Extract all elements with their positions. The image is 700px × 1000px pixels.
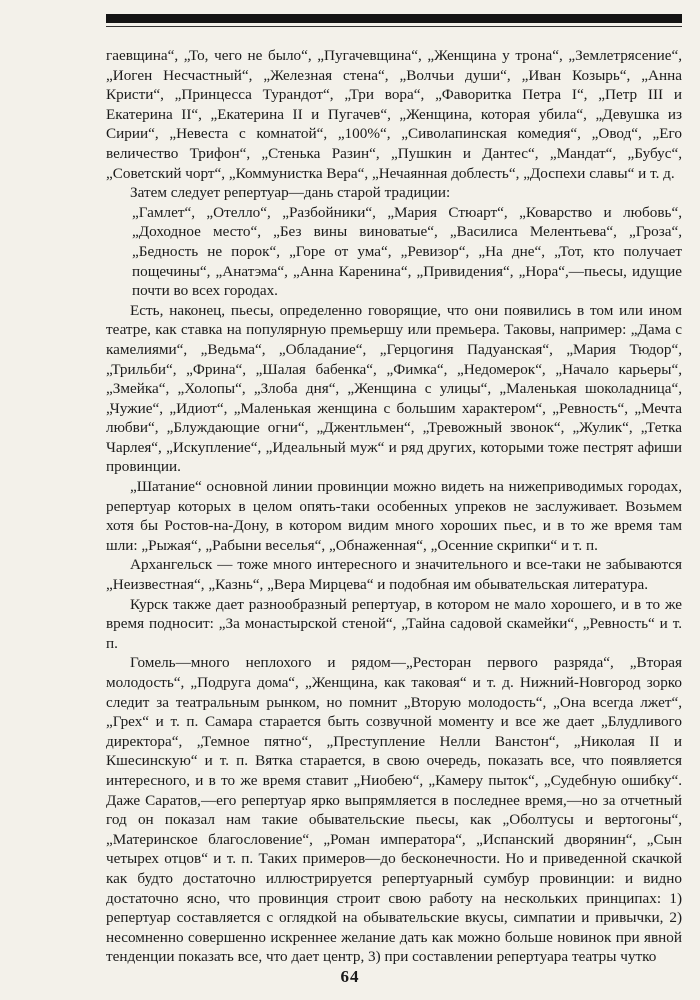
top-rule bbox=[106, 14, 682, 23]
paragraph-gomel-and-others: Гомель—много неплохого и рядом—„Ресторан первого разряда“, „Вторая молодость“, „Подруга дома“, „Женщина, как таковая“ и т. д. Нижний-Новгород зорко следит за театральным рынком, но помнит „Вторую молодость“, „Она всегда лжет“, „Грех“ и т. п. Самара старается быть созвучной моменту и все же дает „Блудливого директора“, „Темное пятно“, „Преступление Нелли Ванстон“, „Николая II и Кшесинскую“ и т. п. Вятка старается, в свою очередь, показать все, что появляется интересного, и в то же время ставит „Ниобею“, „Камеру пыток“, „Судебную ошибку“. Даже Саратов,—его репертуар ярко выпрямляется в последнее время,—но за отчетный год он показал нам такие обывательские пьесы, как „Оболтусы и вертогоны“, „Материнское благословение“, „Роман императора“, „Испанский дворянин“, „Сын четырех отцов“ и т. п. Таких примеров—до бесконечности. Но и приведенной скачкой как будто достаточно иллюстрируется репертуарный сумбур провинции: и видно достаточно ясно, что провинция строит свою работу на нескольких принципах: 1) репертуар составляется с оглядкой на обывательские вкусы, симпатии и привычки, 2) несомненно совершенно искреннее желание дать как можно больше новинок при явной тенденции показать все, что дает центр, 3) при составлении репертуара театры чутко bbox=[106, 654, 682, 966]
paragraph-repertoire-tradition: Затем следует репертуар—дань старой традиции: bbox=[130, 184, 451, 202]
paragraph-arkhangelsk: Архангельск — тоже много интересного и значительного и все-таки не забываются „Неизвестная“, „Казнь“, „Вера Мирцева“ и подобная им обывательская литература. bbox=[106, 556, 682, 594]
paragraph-star-plays: Есть, наконец, пьесы, определенно говорящие, что они появились в том или ином театре, как ставка на популярную премьершу или премьера. Таковы, например: „Дама с камелиями“, „Ведьма“, „Обладание“, „Герцогиня Падуанская“, „Мария Тюдор“, „Трильби“, „Фрина“, „Шалая бабенка“, „Фимка“, „Недомерок“, „Начало карьеры“, „Змейка“, „Холопы“, „Злоба дня“, „Женщина с улицы“, „Маленькая шоколадница“, „Чужие“, „Идиот“, „Маленькая женщина с большим характером“, „Ревность“, „Мечта любви“, „Блуждающие огни“, „Джентльмен“, „Тревожный звонок“, „Жулик“, „Тетка Чарлея“, „Искупление“, „Идеальный муж“ и ряд других, которыми тоже пестрят афиши провинции. bbox=[106, 301, 682, 476]
paragraph-classic-plays: „Гамлет“, „Отелло“, „Разбойники“, „Мария Стюарт“, „Коварство и любовь“, „Доходное место“, „Без вины виноватые“, „Василиса Мелентьева“, „Гроза“, „Бедность не порок“, „Горе от ума“, „Ревизор“, „На дне“, „Тот, кто получает пощечины“, „Анатэма“, „Анна Каренина“, „Привидения“, „Нора“,—пьесы, идущие почти во всех городах. bbox=[132, 203, 682, 300]
paragraph-rostov: „Шатание“ основной линии провинции можно видеть на нижеприводимых городах, репертуар которых в целом опять-таки особенных упреков не заслуживает. Возьмем хотя бы Ростов-на-Дону, в котором видим много хороших пьес, и в то же время там шли: „Рыжая“, „Рабыни веселья“, „Обнаженная“, „Осенние скрипки“ и т. п. bbox=[106, 478, 682, 554]
page-number: 64 bbox=[340, 967, 360, 986]
paragraph-play-list-continued: гаевщина“, „То, чего не было“, „Пугачевщина“, „Женщина у трона“, „Землетрясение“, „Иоген Несчастный“, „Железная стена“, „Волчьи души“, „Иван Козырь“, „Анна Кристи“, „Принцесса Турандот“, „Три вора“, „Фаворитка Петра I“, „Петр III и Екатерина II“, „Екатерина II и Пугачев“, „Женщина, которая убила“, „Девушка из Сирии“, „Невеста с комнатой“, „100%“, „Сиволапинская комедия“, „Овод“, „Его величество Трифон“, „Стенька Разин“, „Пушкин и Дантес“, „Мандат“, „Бубус“, „Советский чорт“, „Коммунистка Вера“, „Нечаянная доблесть“, „Доспехи славы“ и т. д. bbox=[106, 47, 682, 182]
page-text bbox=[106, 46, 682, 967]
paragraph-kursk: Курск также дает разнообразный репертуар, в котором не мало хорошего, и в то же время подносит: „За монастырской стеной“, „Тайна садовой скамейки“, „Ревность“ и т. п. bbox=[106, 595, 682, 652]
